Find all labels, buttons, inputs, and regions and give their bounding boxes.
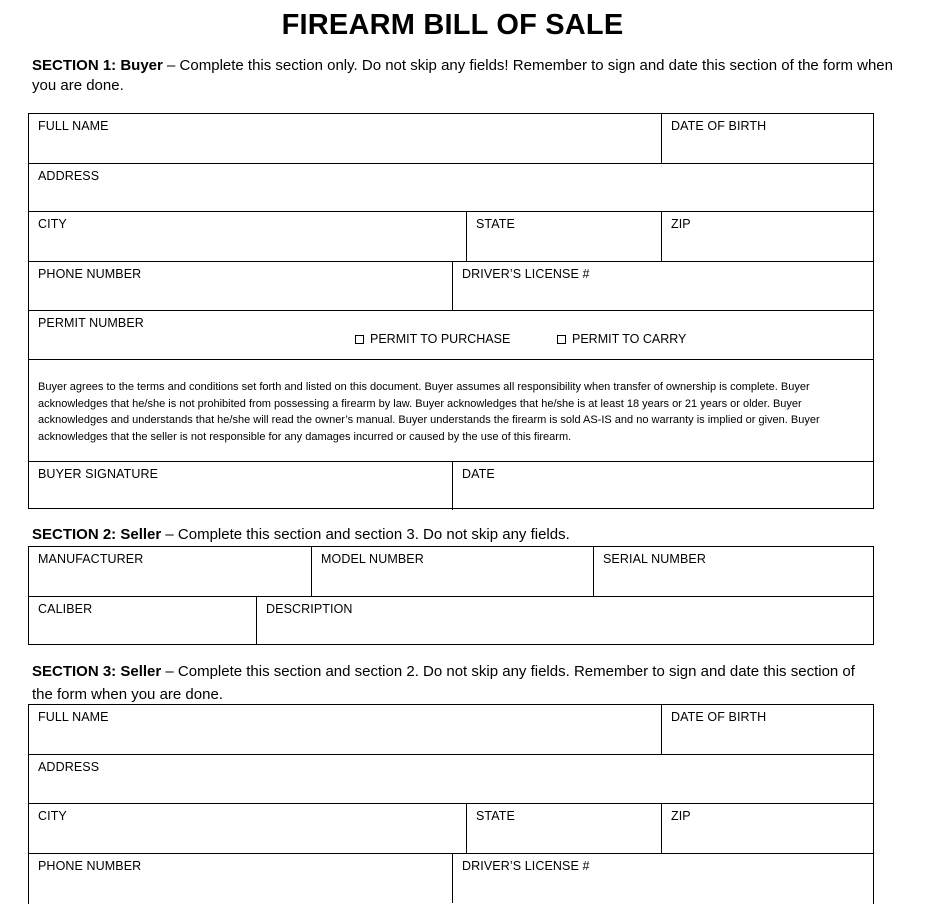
permit-to-carry-checkbox[interactable] — [557, 332, 686, 346]
buyer-address-field[interactable] — [29, 164, 873, 211]
buyer-state-field[interactable] — [466, 212, 661, 261]
section3-heading: SECTION 3: Seller — [32, 663, 162, 680]
seller-row-phone — [29, 853, 873, 903]
buyer-state-label: STATE — [476, 217, 515, 231]
manufacturer-label: MANUFACTURER — [38, 552, 144, 566]
section3-instruction: – Complete this section and section 2. Do not skip any fields. Remember to sign and date this section of the form when you are done. — [32, 663, 855, 703]
manufacturer-field[interactable] — [29, 547, 311, 596]
model-number-field[interactable] — [311, 547, 593, 596]
permit-to-purchase-checkbox[interactable] — [355, 332, 510, 346]
buyer-row-name — [29, 114, 873, 163]
permit-to-carry-label: PERMIT TO CARRY — [572, 332, 687, 346]
buyer-full-name-field[interactable] — [29, 114, 661, 163]
buyer-row-city — [29, 211, 873, 261]
caliber-label: CALIBER — [38, 602, 93, 616]
section2-header — [32, 525, 912, 545]
buyer-row-address — [29, 163, 873, 211]
seller-phone-field[interactable] — [29, 854, 452, 903]
section1-header — [32, 56, 912, 96]
form-title: FIREARM BILL OF SALE — [281, 9, 624, 41]
checkbox-square-icon — [355, 335, 364, 344]
buyer-date-field[interactable] — [452, 462, 873, 510]
buyer-signature-field[interactable] — [29, 462, 452, 510]
seller-row-city — [29, 803, 873, 853]
checkbox-square-icon — [557, 335, 566, 344]
permit-to-purchase-label: PERMIT TO PURCHASE — [370, 332, 511, 346]
seller-full-name-label: FULL NAME — [38, 710, 109, 724]
caliber-field[interactable] — [29, 597, 256, 644]
buyer-zip-field[interactable] — [661, 212, 873, 261]
seller-row-name — [29, 705, 873, 754]
description-label: DESCRIPTION — [266, 602, 353, 616]
seller-zip-field[interactable] — [661, 804, 873, 853]
buyer-permit-field[interactable] — [29, 311, 873, 359]
buyer-license-label: DRIVER’S LICENSE # — [462, 267, 590, 281]
buyer-date-label: DATE — [462, 467, 495, 481]
buyer-license-field[interactable] — [452, 262, 873, 310]
section2-heading: SECTION 2: Seller — [32, 526, 162, 543]
seller-dob-field[interactable] — [661, 705, 873, 754]
seller-address-field[interactable] — [29, 755, 873, 803]
firearm-row-details — [29, 596, 873, 644]
buyer-phone-label: PHONE NUMBER — [38, 267, 142, 281]
buyer-permit-label: PERMIT NUMBER — [38, 316, 144, 330]
seller-city-field[interactable] — [29, 804, 466, 853]
buyer-row-terms — [29, 359, 873, 461]
seller-license-label: DRIVER’S LICENSE # — [462, 859, 590, 873]
section1-heading: SECTION 1: Buyer — [32, 57, 163, 74]
buyer-full-name-label: FULL NAME — [38, 119, 109, 133]
buyer-city-field[interactable] — [29, 212, 466, 261]
buyer-signature-label: BUYER SIGNATURE — [38, 467, 159, 481]
description-field[interactable] — [256, 597, 873, 644]
seller-zip-label: ZIP — [671, 809, 691, 823]
seller-license-field[interactable] — [452, 854, 873, 903]
seller-row-address — [29, 754, 873, 803]
seller-city-label: CITY — [38, 809, 67, 823]
section2-instruction: – Complete this section and section 3. Do not skip any fields. — [161, 526, 570, 543]
buyer-row-signature — [29, 461, 873, 510]
buyer-city-label: CITY — [38, 217, 67, 231]
buyer-dob-field[interactable] — [661, 114, 873, 163]
buyer-dob-label: DATE OF BIRTH — [671, 119, 767, 133]
seller-phone-label: PHONE NUMBER — [38, 859, 142, 873]
seller-full-name-field[interactable] — [29, 705, 661, 754]
buyer-phone-field[interactable] — [29, 262, 452, 310]
seller-state-label: STATE — [476, 809, 515, 823]
section3-header — [32, 660, 872, 706]
buyer-terms-text: Buyer agrees to the terms and conditions set forth and listed on this document. Buyer assumes all responsibility when transfer of ownership is complete. Buyer acknowledges that he/she is not prohibited from possessing a firearm by law. Buyer acknowledges that he/she is at least 18 years or 21 years or older. Buyer acknowledges and understands that he/she will read the owner’s manual. Buyer understands the firearm is sold AS-IS and no warranty is implied or given. Buyer acknowledges that the seller is not responsible for any damages incurred or caused by the use of this firearm. — [38, 381, 820, 443]
buyer-zip-label: ZIP — [671, 217, 691, 231]
firearm-row-ids — [29, 547, 873, 596]
buyer-row-permit — [29, 310, 873, 359]
seller-state-field[interactable] — [466, 804, 661, 853]
serial-number-field[interactable] — [593, 547, 873, 596]
buyer-address-label: ADDRESS — [38, 169, 100, 183]
buyer-row-phone — [29, 261, 873, 310]
section1-instruction: – Complete this section only. Do not skip any fields! Remember to sign and date this section of the form when you are done. — [32, 57, 893, 94]
seller-dob-label: DATE OF BIRTH — [671, 710, 767, 724]
serial-number-label: SERIAL NUMBER — [603, 552, 706, 566]
buyer-form-grid — [28, 113, 874, 509]
seller-form-grid — [28, 704, 874, 904]
firearm-form-grid — [28, 546, 874, 645]
seller-address-label: ADDRESS — [38, 760, 100, 774]
model-number-label: MODEL NUMBER — [321, 552, 424, 566]
